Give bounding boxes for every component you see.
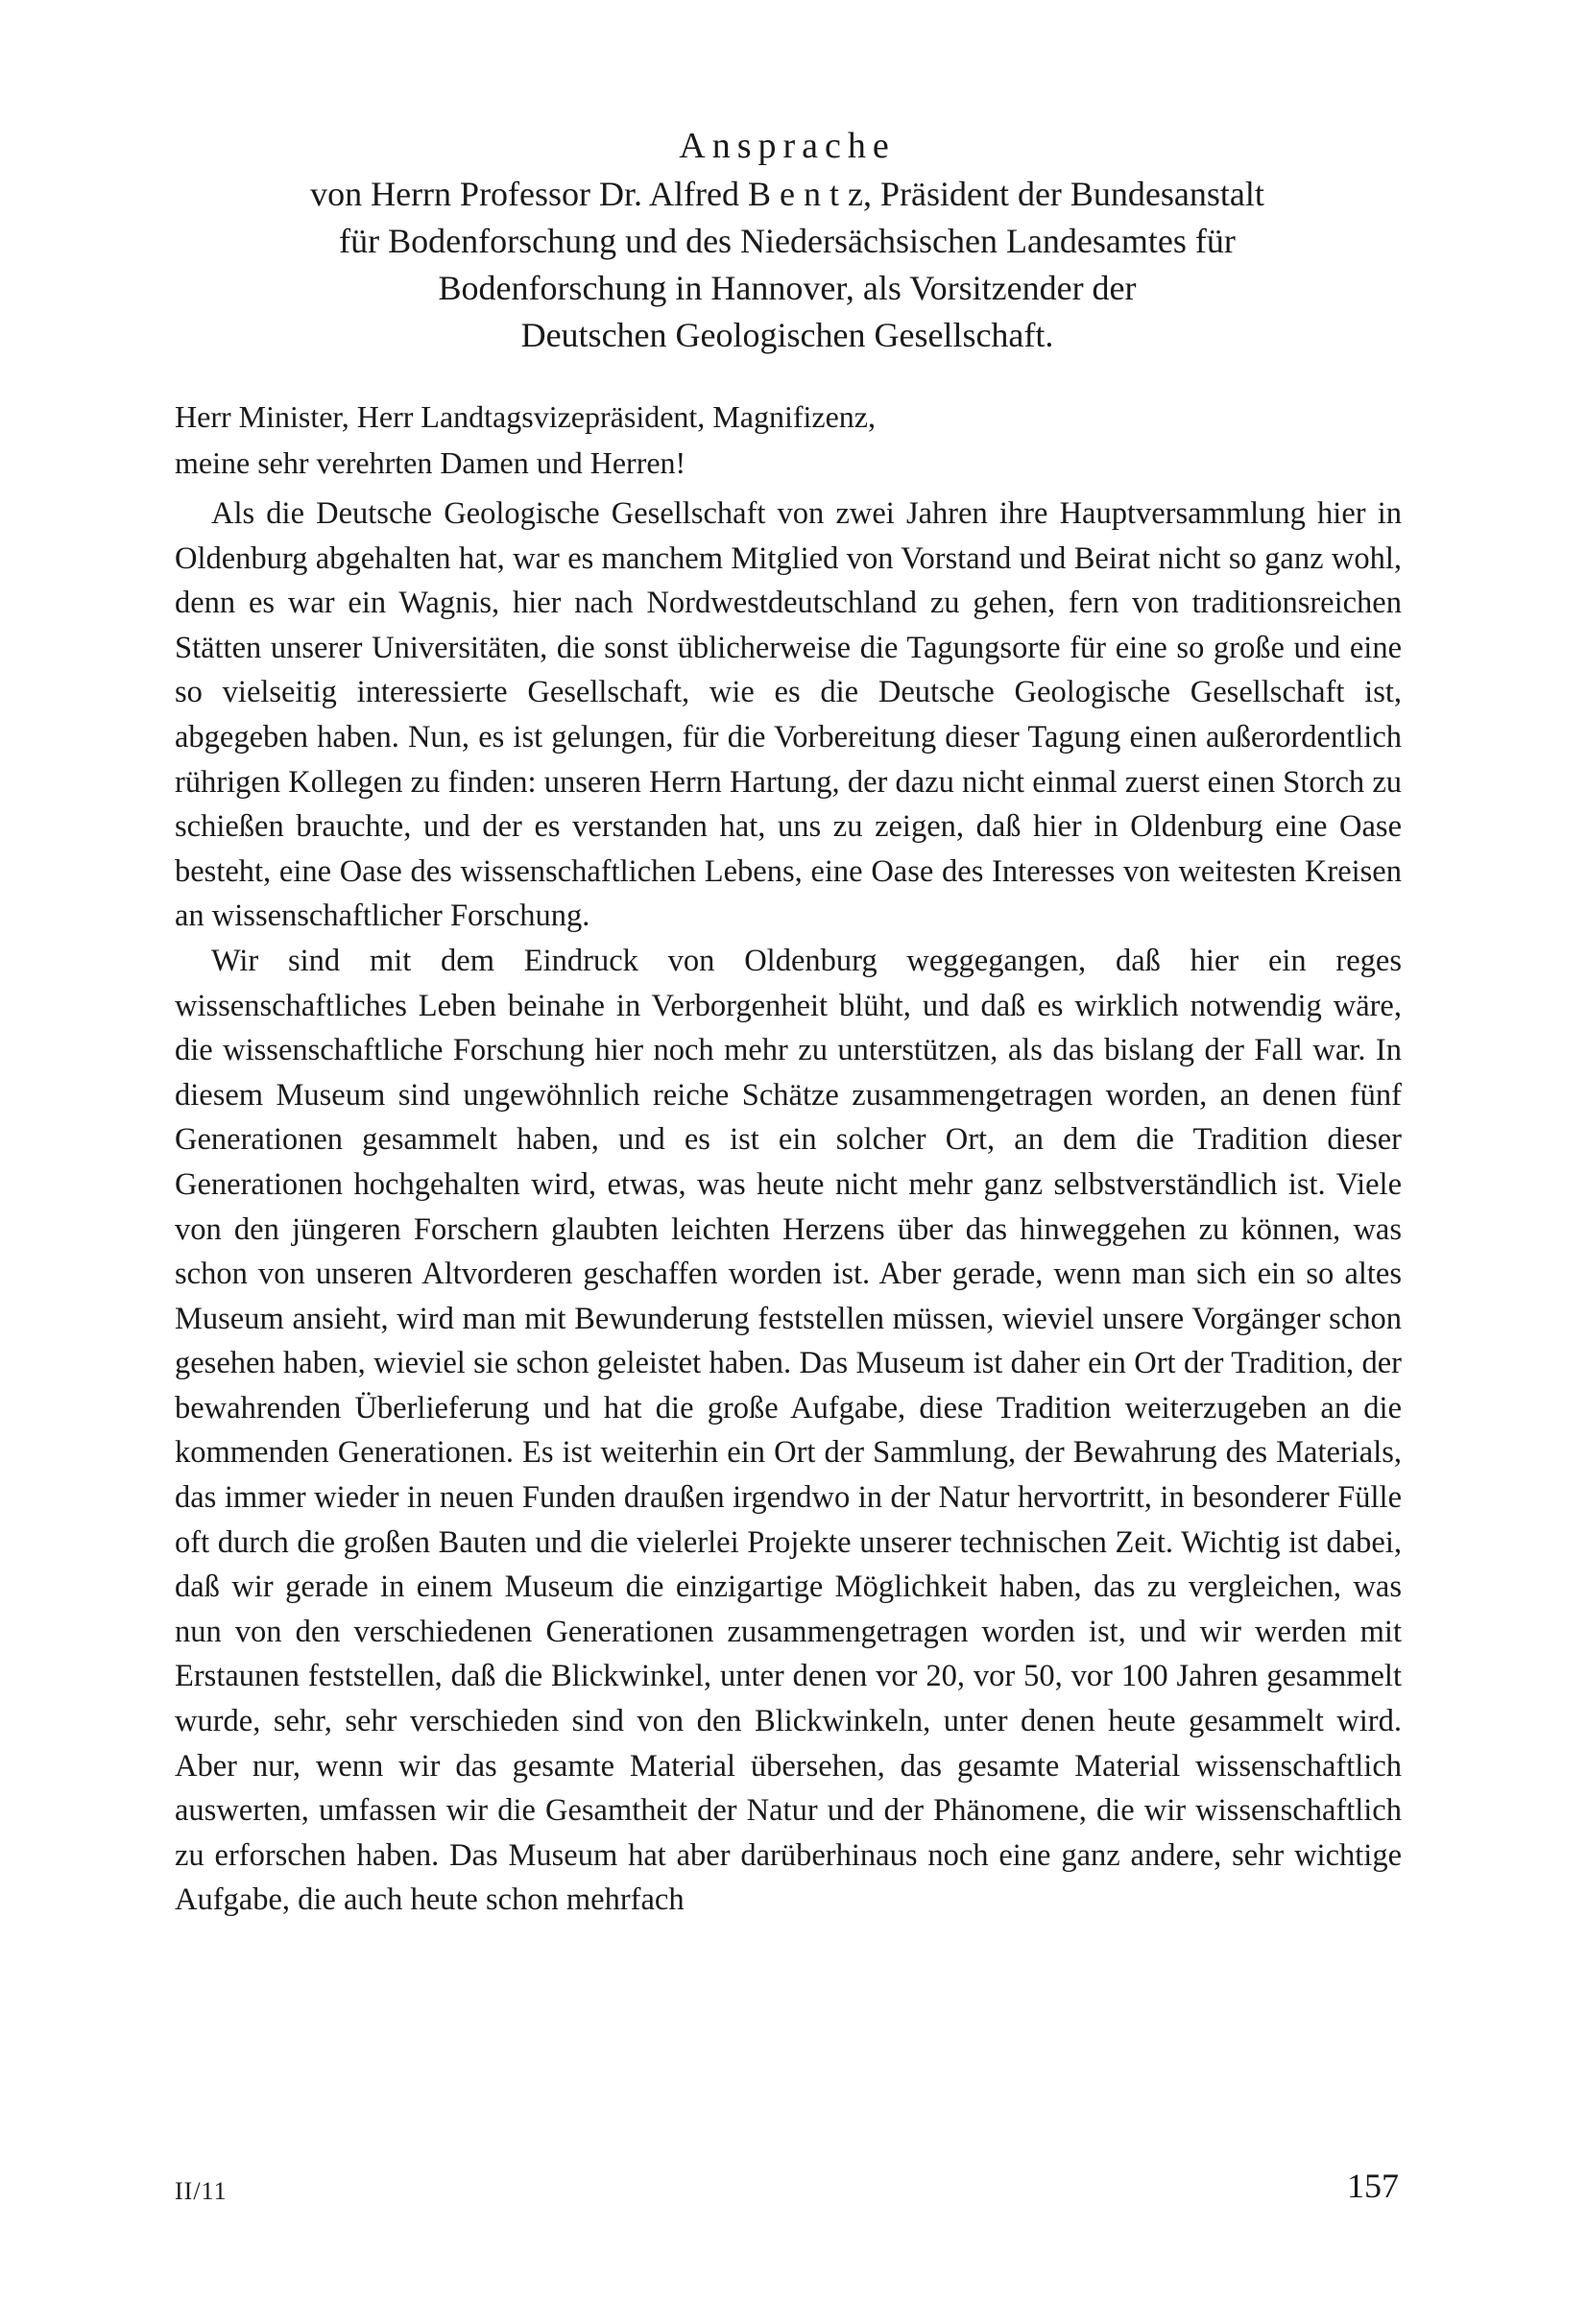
salutation	[175, 394, 1404, 486]
page-title: Ansprache	[679, 126, 896, 166]
paragraph-2: Wir sind mit dem Eindruck von Oldenburg weggegangen, daß hier ein reges wissenschaftliches Leben beinahe in Verborgenheit blüht, und daß es wirklich notwendig wäre, die wissenschaftliche Forschung hier noch mehr zu unterstützen, als das bislang der Fall war. In diesem Museum sind ungewöhnlich reiche Schätze zusammengetragen worden, an denen fünf Generationen gesammelt haben, und es ist ein solcher Ort, an dem die Tradition dieser Generationen hochgehalten wird, etwas, was heute nicht mehr ganz selbstverständlich ist. Viele von den jüngeren Forschern glaubten leichten Herzens über das hinweggehen zu können, was schon von unseren Altvorderen geschaffen worden ist. Aber gerade, wenn man sich ein so altes Museum ansieht, wird man mit Bewunderung feststellen müssen, wieviel unsere Vorgänger schon gesehen haben, wieviel sie schon geleistet haben. Das Museum ist daher ein Ort der Tradition, der bewahrenden Überlieferung und hat die große Aufgabe, diese Tradition weiterzugeben an die kommenden Generationen. Es ist weiterhin ein Ort der Sammlung, der Bewahrung des Materials, das immer wieder in neuen Funden draußen irgendwo in der Natur hervortritt, in besonderer Fülle oft durch die großen Bauten und die vielerlei Projekte unserer technischen Zeit. Wichtig ist dabei, daß wir gerade in einem Museum die einzigartige Möglichkeit haben, das zu vergleichen, was nun von den verschiedenen Generationen zusammengetragen worden ist, und wir werden mit Erstaunen feststellen, daß die Blickwinkel, unter denen vor 20, vor 50, vor 100 Jahren gesammelt wurde, sehr, sehr verschieden sind von den Blickwinkeln, unter denen heute gesammelt wird. Aber nur, wenn wir das gesamte Material übersehen, das gesamte Material wissenschaftlich auswerten, umfassen wir die Gesamtheit der Natur und der Phänomene, die wir wissenschaftlich zu erforschen haben. Das Museum hat aber darüberhinaus noch eine ganz andere, sehr wichtige Aufgabe, die auch heute schon mehrfach	[175, 943, 1402, 1918]
page-number: 157	[1347, 2167, 1399, 2205]
subtitle-line-4: Deutschen Geologischen Gesellschaft.	[520, 316, 1054, 354]
subtitle-line-3: Bodenforschung in Hannover, als Vorsitzender der	[438, 269, 1137, 307]
subtitle-line-2: für Bodenforschung und des Niedersächsischen Landesamtes für	[339, 222, 1236, 260]
salutation-line-2: meine sehr verehrten Damen und Herren!	[175, 445, 686, 480]
speech-header	[192, 125, 1383, 359]
footer-signature: II/11	[175, 2177, 228, 2205]
salutation-line-1: Herr Minister, Herr Landtagsvizepräsident, Magnifizenz,	[175, 399, 876, 434]
subtitle-line-1: von Herrn Professor Dr. Alfred B e n t z, Präsident der Bundesanstalt	[310, 175, 1264, 213]
body-text	[175, 491, 1402, 1923]
paragraph-1: Als die Deutsche Geologische Gesellschaft von zwei Jahren ihre Hauptversammlung hier in Oldenburg abgehalten hat, war es manchem Mitglied von Vorstand und Beirat nicht so ganz wohl, denn es war ein Wagnis, hier nach Nordwestdeutschland zu gehen, fern von traditionsreichen Stätten unserer Universitäten, die sonst üblicherweise die Tagungsorte für eine so große und eine so vielseitig interessierte Gesellschaft, wie es die Deutsche Geologische Gesellschaft ist, abgegeben haben. Nun, es ist gelungen, für die Vorbereitung dieser Tagung einen außerordentlich rührigen Kollegen zu finden: unseren Herrn Hartung, der dazu nicht einmal zuerst einen Storch zu schießen brauchte, und der es verstanden hat, uns zu zeigen, daß hier in Oldenburg eine Oase besteht, eine Oase des wissenschaftlichen Lebens, eine Oase des Interesses von weitesten Kreisen an wissenschaftlicher Forschung.	[175, 496, 1402, 934]
